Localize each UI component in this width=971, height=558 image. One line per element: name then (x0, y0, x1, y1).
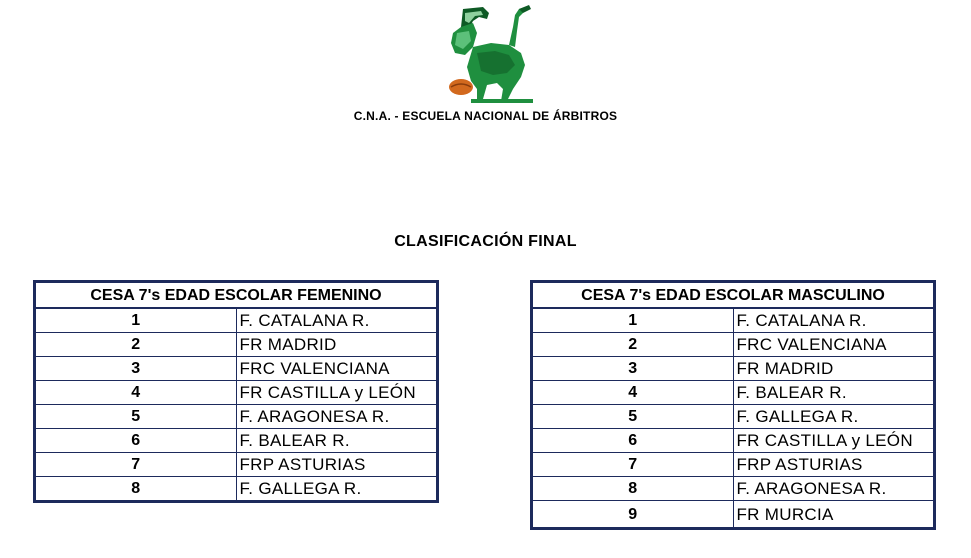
position-cell: 1 (532, 308, 734, 333)
position-cell: 3 (35, 357, 237, 381)
table-row (532, 405, 935, 429)
team-cell: FR MADRID (733, 357, 935, 381)
position-cell: 8 (35, 477, 237, 502)
organization-name: C.N.A. - ESCUELA NACIONAL DE ÁRBITROS (353, 109, 618, 123)
team-cell: FR CASTILLA y LEÓN (733, 429, 935, 453)
table-header-row (35, 282, 438, 309)
table-row (532, 453, 935, 477)
team-cell: F. BALEAR R. (733, 381, 935, 405)
position-cell: 5 (35, 405, 237, 429)
position-cell: 2 (35, 333, 237, 357)
position-cell: 9 (532, 501, 734, 529)
team-cell: FR MURCIA (733, 501, 935, 529)
table-row (35, 429, 438, 453)
table-row (35, 357, 438, 381)
position-cell: 6 (532, 429, 734, 453)
position-cell: 1 (35, 308, 237, 333)
table-row (35, 333, 438, 357)
position-cell: 7 (35, 453, 237, 477)
team-cell: F. GALLEGA R. (733, 405, 935, 429)
position-cell: 7 (532, 453, 734, 477)
table-row (532, 381, 935, 405)
team-cell: FRC VALENCIANA (236, 357, 438, 381)
table-row (532, 477, 935, 501)
team-cell: F. ARAGONESA R. (733, 477, 935, 501)
team-cell: FRP ASTURIAS (236, 453, 438, 477)
team-cell: F. ARAGONESA R. (236, 405, 438, 429)
position-cell: 3 (532, 357, 734, 381)
team-cell: F. CATALANA R. (733, 308, 935, 333)
team-cell: FR CASTILLA y LEÓN (236, 381, 438, 405)
position-cell: 6 (35, 429, 237, 453)
position-cell: 4 (35, 381, 237, 405)
position-cell: 4 (532, 381, 734, 405)
team-cell: FRC VALENCIANA (733, 333, 935, 357)
table-header-row (532, 282, 935, 309)
table-row (532, 333, 935, 357)
team-cell: F. GALLEGA R. (236, 477, 438, 502)
table-row (35, 477, 438, 502)
position-cell: 5 (532, 405, 734, 429)
position-cell: 2 (532, 333, 734, 357)
bull-rugby-logo-icon (443, 3, 535, 105)
ranking-table-femenino (33, 280, 439, 503)
table-row (532, 357, 935, 381)
page-title: CLASIFICACIÓN FINAL (394, 233, 577, 250)
table-row (35, 308, 438, 333)
table-title: CESA 7's EDAD ESCOLAR FEMENINO (35, 282, 438, 309)
position-cell: 8 (532, 477, 734, 501)
table-row (532, 308, 935, 333)
table-row (35, 381, 438, 405)
team-cell: FRP ASTURIAS (733, 453, 935, 477)
team-cell: F. BALEAR R. (236, 429, 438, 453)
team-cell: F. CATALANA R. (236, 308, 438, 333)
table-row (35, 405, 438, 429)
table-row (532, 501, 935, 529)
table-title: CESA 7's EDAD ESCOLAR MASCULINO (532, 282, 935, 309)
ranking-table-masculino (530, 280, 936, 530)
table-row (35, 453, 438, 477)
table-row (532, 429, 935, 453)
team-cell: FR MADRID (236, 333, 438, 357)
